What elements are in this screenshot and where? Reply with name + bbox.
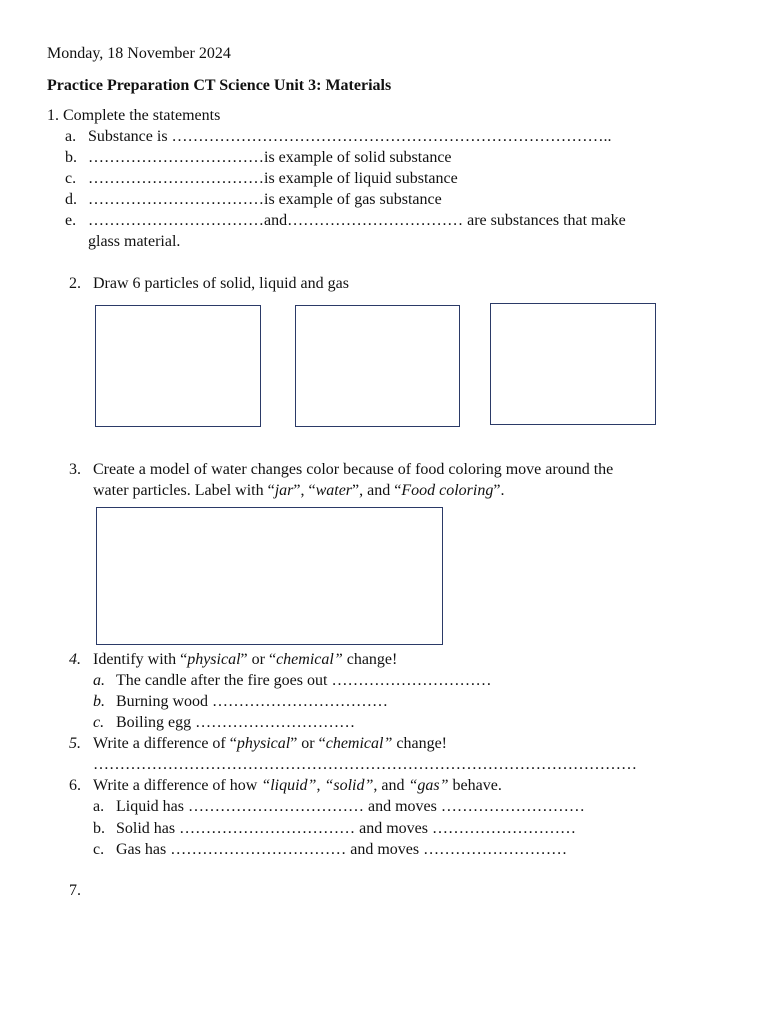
q3-prompt-line1: Create a model of water changes color because of food coloring move around the	[93, 461, 614, 478]
q3-number: 3.	[69, 461, 81, 478]
gas-drawing-box[interactable]	[490, 303, 656, 425]
q4-item-a-text: The candle after the fire goes out …………………………	[116, 672, 492, 689]
q4-item-b-text: Burning wood ……………………………	[116, 693, 388, 710]
q6-text-sep: ,	[316, 777, 325, 794]
label-jar: jar	[274, 482, 294, 499]
q6-text-sep: , and	[373, 777, 409, 794]
q1-item-e-letter: e.	[65, 212, 77, 229]
q5-number-text: 5.	[69, 735, 81, 752]
q3-text-part: water particles. Label with “	[93, 482, 275, 499]
word-chemical: chemical”	[325, 735, 393, 752]
q4-text-end: change!	[342, 651, 398, 668]
q6-prompt	[93, 776, 502, 796]
q4-item-b-letter	[93, 692, 105, 712]
q1-item-d-text: ……………………………is example of gas substance	[88, 191, 442, 208]
q6-text-part: Write a difference of how	[93, 777, 262, 794]
word-gas: “gas”	[408, 777, 449, 794]
q3-text-sep: ”, and “	[352, 482, 402, 499]
q1-item-b-text: ……………………………is example of solid substance	[88, 149, 452, 166]
q4-letter: c.	[93, 714, 105, 731]
q4-number	[69, 650, 81, 670]
q6-item-c-letter: c.	[93, 841, 105, 858]
q1-number: 1.	[47, 107, 59, 124]
word-liquid: “liquid”	[261, 777, 317, 794]
q6-item-c-text: Gas has …………………………… and moves ………………………	[116, 841, 568, 858]
q4-text-part: Identify with “	[93, 651, 188, 668]
worksheet-title: Practice Preparation CT Science Unit 3: Materials	[47, 77, 392, 94]
q5-number	[69, 734, 81, 754]
q4-number-text: 4.	[69, 651, 81, 668]
q5-text-part: Write a difference of “	[93, 735, 237, 752]
q4-letter: a.	[93, 672, 105, 689]
solid-drawing-box[interactable]	[95, 305, 261, 427]
q1-item-e-continued: glass material.	[88, 233, 181, 250]
q1-item-c-letter: c.	[65, 170, 77, 187]
label-food-coloring: Food coloring	[401, 482, 494, 499]
q4-prompt	[93, 650, 397, 670]
q3-text-sep: ”, “	[293, 482, 316, 499]
label-water: water	[315, 482, 353, 499]
q3-text-end: ”.	[493, 482, 505, 499]
q3-prompt-line2	[93, 481, 504, 501]
q1-item-a-letter: a.	[65, 128, 77, 145]
word-chemical: chemical”	[276, 651, 343, 668]
q4-item-c-text: Boiling egg …………………………	[116, 714, 356, 731]
q5-text-end: change!	[392, 735, 448, 752]
q6-text-end: behave.	[448, 777, 502, 794]
q4-text-sep: ” or “	[240, 651, 277, 668]
q5-text-sep: ” or “	[290, 735, 326, 752]
q1-item-b-letter: b.	[65, 149, 77, 166]
date: Monday, 18 November 2024	[47, 45, 231, 62]
word-solid: “solid”	[324, 777, 374, 794]
q1-prompt-text: Complete the statements	[63, 107, 221, 124]
q6-item-b-text: Solid has …………………………… and moves ………………………	[116, 820, 576, 837]
q6-item-a-text: Liquid has …………………………… and moves ………………………	[116, 798, 585, 815]
q5-prompt	[93, 734, 447, 754]
q6-item-a-letter: a.	[93, 798, 105, 815]
word-physical: physical	[187, 651, 241, 668]
q2-prompt: Draw 6 particles of solid, liquid and gas	[93, 275, 349, 292]
q6-item-b-letter: b.	[93, 820, 105, 837]
q6-number: 6.	[69, 777, 81, 794]
q4-item-c-letter	[93, 713, 104, 733]
q5-answer-line: …………………………………………………………………………………………	[93, 756, 637, 773]
word-physical: physical	[236, 735, 291, 752]
water-model-drawing-box[interactable]	[96, 507, 443, 645]
liquid-drawing-box[interactable]	[295, 305, 460, 427]
q1-prompt	[47, 106, 220, 126]
q7-number: 7.	[69, 882, 81, 899]
q4-item-a-letter	[93, 671, 105, 691]
q1-item-e-text: ……………………………and…………………………… are substances that make	[88, 212, 626, 229]
q2-number: 2.	[69, 275, 81, 292]
q1-item-c-text: ……………………………is example of liquid substance	[88, 170, 458, 187]
q4-letter: b.	[93, 693, 105, 710]
q1-item-d-letter: d.	[65, 191, 77, 208]
q1-item-a-text: Substance is ………………………………………………………………………..	[88, 128, 612, 145]
